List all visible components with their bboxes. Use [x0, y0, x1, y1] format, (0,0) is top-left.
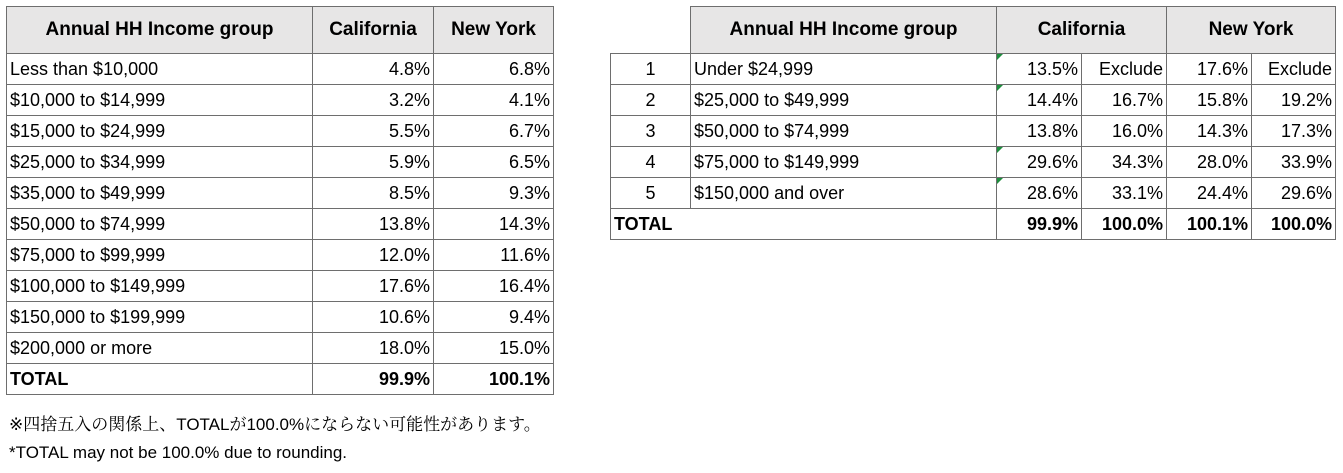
california-excluded-total: 100.0% [1082, 209, 1167, 240]
row-index: 3 [611, 116, 691, 147]
california-value: 12.0% [313, 240, 434, 271]
table-row [7, 333, 554, 364]
table-row [7, 54, 554, 85]
new-york-excluded-value: 33.9% [1252, 147, 1336, 178]
new-york-excluded-total: 100.0% [1252, 209, 1336, 240]
income-label: $75,000 to $99,999 [7, 240, 313, 271]
new-york-value: 4.1% [434, 85, 554, 116]
income-table-grouped [610, 6, 1336, 240]
california-value: 8.5% [313, 178, 434, 209]
california-value: 13.8% [313, 209, 434, 240]
california-value: 13.8% [997, 116, 1082, 147]
california-excluded-value: 34.3% [1082, 147, 1167, 178]
california-total: 99.9% [997, 209, 1082, 240]
total-label: TOTAL [7, 364, 313, 395]
california-value: 4.8% [313, 54, 434, 85]
california-excluded-value: Exclude [1082, 54, 1167, 85]
income-label: Less than $10,000 [7, 54, 313, 85]
rounding-note-japanese: ※四捨五入の関係上、TOTALが100.0%にならない可能性があります。 [9, 415, 541, 434]
new-york-value: 28.0% [1167, 147, 1252, 178]
california-value: 14.4% [997, 85, 1082, 116]
total-row [7, 364, 554, 395]
california-excluded-value: 16.7% [1082, 85, 1167, 116]
california-excluded-value: 33.1% [1082, 178, 1167, 209]
new-york-value: 17.6% [1167, 54, 1252, 85]
header-california: California [313, 7, 434, 54]
income-label: $50,000 to $74,999 [7, 209, 313, 240]
header-new-york: New York [434, 7, 554, 54]
new-york-excluded-value: 19.2% [1252, 85, 1336, 116]
table-row [611, 147, 1336, 178]
california-total: 99.9% [313, 364, 434, 395]
california-value: 17.6% [313, 271, 434, 302]
table-header-row [7, 7, 554, 54]
income-label: $25,000 to $49,999 [691, 85, 997, 116]
new-york-excluded-value: Exclude [1252, 54, 1336, 85]
california-value: 18.0% [313, 333, 434, 364]
header-index [611, 7, 691, 54]
income-label: $25,000 to $34,999 [7, 147, 313, 178]
table-header-row [611, 7, 1336, 54]
new-york-value: 14.3% [1167, 116, 1252, 147]
california-value: 10.6% [313, 302, 434, 333]
new-york-total: 100.1% [434, 364, 554, 395]
california-value: 28.6% [997, 178, 1082, 209]
income-table-detailed [6, 6, 554, 395]
income-label: $150,000 and over [691, 178, 997, 209]
new-york-value: 6.8% [434, 54, 554, 85]
new-york-value: 15.8% [1167, 85, 1252, 116]
table-row [7, 271, 554, 302]
california-value: 29.6% [997, 147, 1082, 178]
row-index: 5 [611, 178, 691, 209]
table-row [7, 302, 554, 333]
table-row [7, 240, 554, 271]
table-row [611, 178, 1336, 209]
total-row [611, 209, 1336, 240]
total-label: TOTAL [611, 209, 997, 240]
table-row [611, 85, 1336, 116]
rounding-note-english: *TOTAL may not be 100.0% due to rounding. [9, 443, 348, 462]
table-row [7, 209, 554, 240]
header-new-york: New York [1167, 7, 1336, 54]
new-york-value: 11.6% [434, 240, 554, 271]
table-row [611, 116, 1336, 147]
row-index: 2 [611, 85, 691, 116]
income-label: $150,000 to $199,999 [7, 302, 313, 333]
income-label: $10,000 to $14,999 [7, 85, 313, 116]
table-row [7, 85, 554, 116]
new-york-excluded-value: 29.6% [1252, 178, 1336, 209]
table-row [7, 116, 554, 147]
table-row [611, 54, 1336, 85]
new-york-value: 15.0% [434, 333, 554, 364]
new-york-total: 100.1% [1167, 209, 1252, 240]
new-york-value: 16.4% [434, 271, 554, 302]
row-index: 1 [611, 54, 691, 85]
header-california: California [997, 7, 1167, 54]
new-york-excluded-value: 17.3% [1252, 116, 1336, 147]
california-value: 13.5% [997, 54, 1082, 85]
income-label: $75,000 to $149,999 [691, 147, 997, 178]
california-value: 3.2% [313, 85, 434, 116]
income-label: $200,000 or more [7, 333, 313, 364]
header-income-group: Annual HH Income group [7, 7, 313, 54]
new-york-value: 6.7% [434, 116, 554, 147]
income-label: $15,000 to $24,999 [7, 116, 313, 147]
california-excluded-value: 16.0% [1082, 116, 1167, 147]
new-york-value: 14.3% [434, 209, 554, 240]
income-label: $50,000 to $74,999 [691, 116, 997, 147]
table-row [7, 147, 554, 178]
header-income-group: Annual HH Income group [691, 7, 997, 54]
table-row [7, 178, 554, 209]
row-index: 4 [611, 147, 691, 178]
income-label: $35,000 to $49,999 [7, 178, 313, 209]
income-label: Under $24,999 [691, 54, 997, 85]
california-value: 5.5% [313, 116, 434, 147]
new-york-value: 9.3% [434, 178, 554, 209]
california-value: 5.9% [313, 147, 434, 178]
new-york-value: 24.4% [1167, 178, 1252, 209]
new-york-value: 6.5% [434, 147, 554, 178]
new-york-value: 9.4% [434, 302, 554, 333]
income-label: $100,000 to $149,999 [7, 271, 313, 302]
